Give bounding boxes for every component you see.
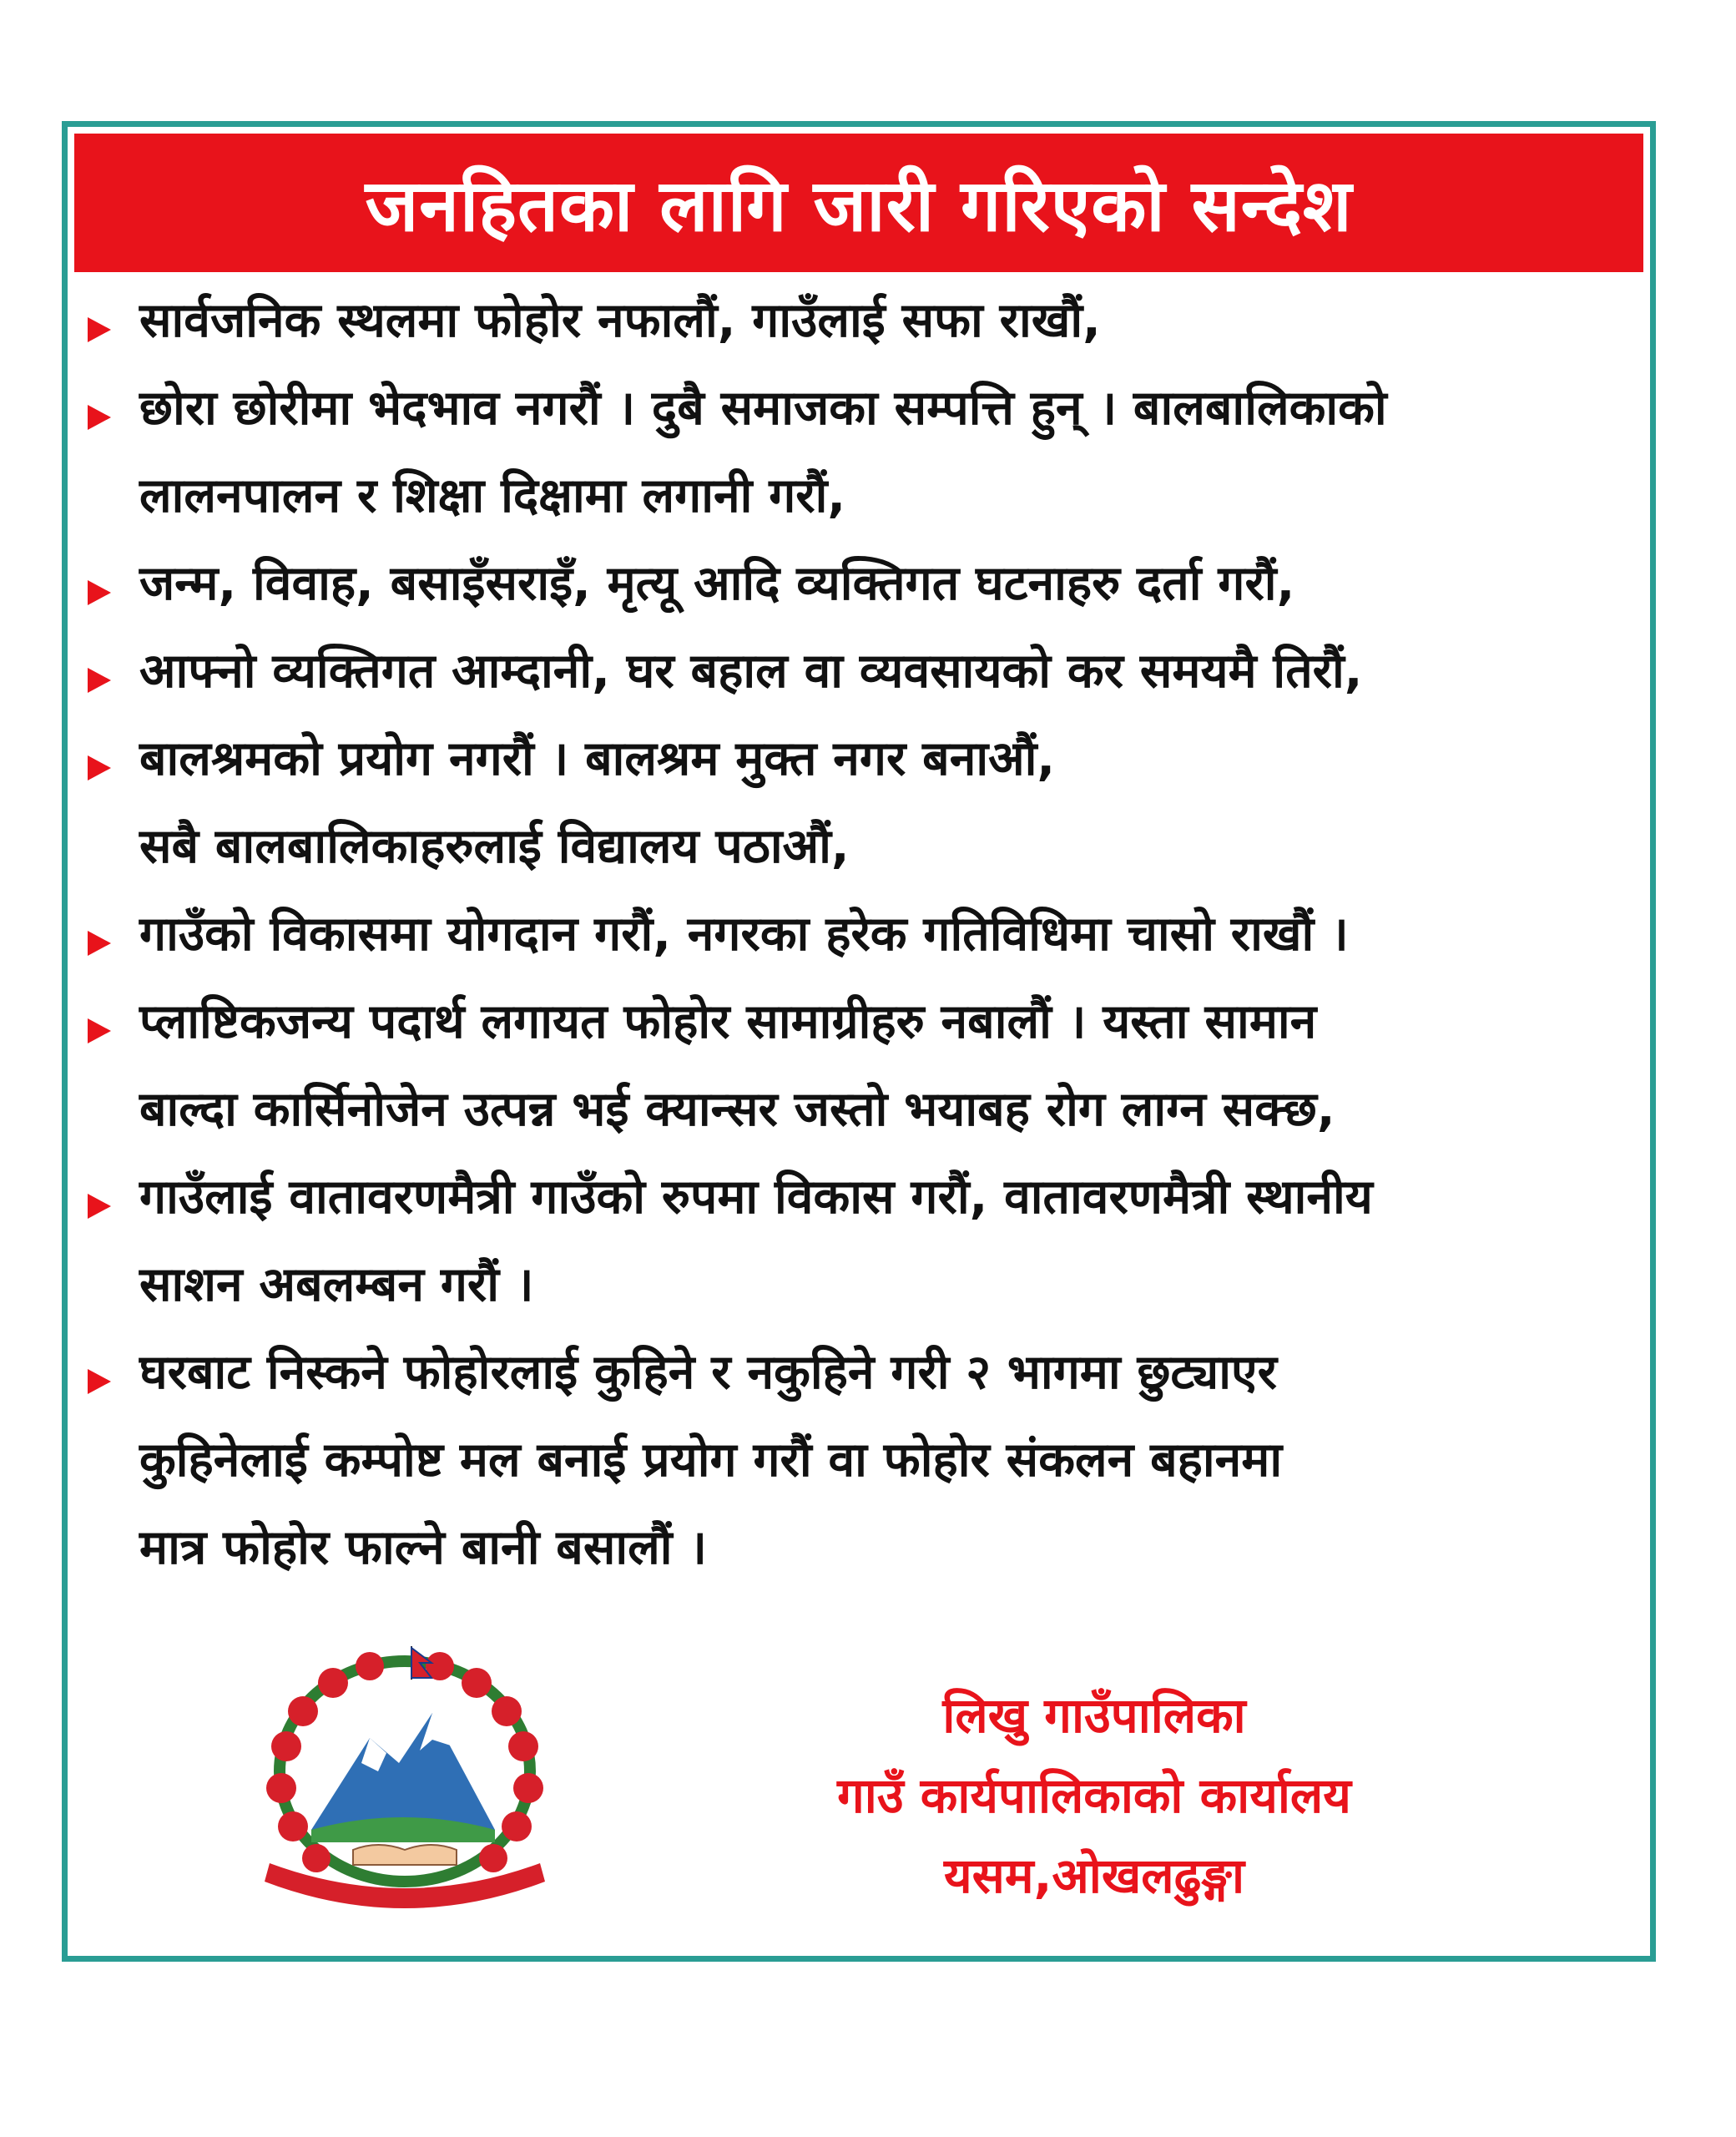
triangle-bullet-icon bbox=[88, 580, 111, 605]
message-item bbox=[88, 1329, 1633, 1592]
message-item bbox=[88, 715, 1633, 891]
nepal-government-emblem-icon bbox=[253, 1646, 557, 1913]
message-line: गाउँलाई वातावरणमैत्री गाउँको रुपमा विकास गरौं, वातावरणमैत्री स्थानीय bbox=[139, 1170, 1373, 1225]
message-line: गाउँको विकासमा योगदान गरौं, नगरका हरेक गतिविधिमा चासो राखौं । bbox=[139, 907, 1349, 962]
triangle-bullet-icon bbox=[88, 931, 111, 956]
message-line: सार्वजनिक स्थलमा फोहोर नफालौं, गाउँलाई सफा राखौं, bbox=[139, 293, 1101, 348]
message-item bbox=[88, 1154, 1633, 1329]
message-line: साशन अबलम्बन गरौं । bbox=[139, 1257, 534, 1312]
message-line: घरबाट निस्कने फोहोरलाई कुहिने र नकुहिने गरी २ भागमा छुट्याएर bbox=[139, 1345, 1277, 1400]
mountain-icon bbox=[311, 1713, 495, 1842]
message-list bbox=[88, 277, 1633, 1592]
office-block bbox=[710, 1675, 1478, 1916]
office-department: गाउँ कार्यपालिकाको कार्यालय bbox=[837, 1767, 1351, 1824]
triangle-bullet-icon bbox=[88, 1369, 111, 1394]
title-banner bbox=[74, 134, 1643, 272]
handshake-icon bbox=[353, 1845, 457, 1865]
message-line: छोरा छोरीमा भेदभाव नगरौं । दुबै समाजका सम्पत्ति हुन् । बालबालिकाको bbox=[139, 381, 1387, 436]
message-item bbox=[88, 978, 1633, 1154]
message-line: मात्र फोहोर फाल्ने बानी बसालौं । bbox=[139, 1520, 707, 1575]
message-line: प्लाष्टिकजन्य पदार्थ लगायत फोहोर सामाग्रीहरु नबालौं । यस्ता सामान bbox=[139, 994, 1317, 1049]
triangle-bullet-icon bbox=[88, 405, 111, 430]
message-item bbox=[88, 540, 1633, 628]
message-line: जन्म, विवाह, बसाइँसराइँ, मृत्यू आदि व्यक्तिगत घटनाहरु दर्ता गरौं, bbox=[139, 556, 1295, 611]
nepal-flag-icon bbox=[411, 1646, 431, 1680]
notice-frame bbox=[62, 121, 1656, 1962]
office-name: लिखु गाउँपालिका bbox=[942, 1687, 1246, 1744]
message-line: कुहिनेलाई कम्पोष्ट मल बनाई प्रयोग गरौं वा फोहोर संकलन बहानमा bbox=[139, 1432, 1283, 1488]
message-item bbox=[88, 365, 1633, 540]
message-line: सबै बालबालिकाहरुलाई विद्यालय पठाऔं, bbox=[139, 819, 850, 874]
message-line: बाल्दा कार्सिनोजेन उत्पन्न भई क्यान्सर जस्तो भयाबह रोग लाग्न सक्छ, bbox=[139, 1082, 1335, 1137]
message-item bbox=[88, 277, 1633, 365]
triangle-bullet-icon bbox=[88, 668, 111, 693]
message-line: लालनपालन र शिक्षा दिक्षामा लगानी गरौं, bbox=[139, 468, 846, 523]
notice-title: जनहितका लागि जारी गरिएको सन्देश bbox=[365, 164, 1353, 248]
message-item bbox=[88, 891, 1633, 978]
triangle-bullet-icon bbox=[88, 1194, 111, 1219]
triangle-bullet-icon bbox=[88, 1018, 111, 1043]
message-item bbox=[88, 628, 1633, 715]
triangle-bullet-icon bbox=[88, 755, 111, 781]
message-line: आफ्नो व्यक्तिगत आम्दानी, घर बहाल वा व्यवसायको कर समयमै तिरौं, bbox=[139, 644, 1363, 699]
message-line: बालश्रमको प्रयोग नगरौं । बालश्रम मुक्त नगर बनाऔं, bbox=[139, 731, 1056, 786]
office-location: यसम,ओखलढुङ्गा bbox=[943, 1847, 1245, 1904]
triangle-bullet-icon bbox=[88, 317, 111, 342]
